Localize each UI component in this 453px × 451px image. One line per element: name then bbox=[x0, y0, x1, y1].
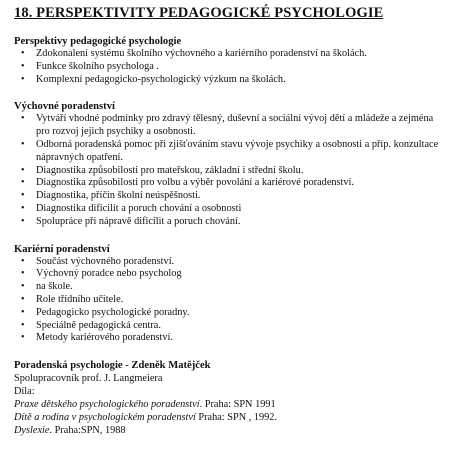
work-publisher: . Praha: SPN 1991 bbox=[199, 399, 276, 411]
list-item: • Speciálně pedagogická centra. bbox=[18, 320, 445, 333]
list-item: • Diagnostika způsobilosti pro volbu a výběr povolání a kariérové poradenství. bbox=[18, 177, 445, 190]
list-item: • Pedagogicko psychologické poradny. bbox=[18, 307, 445, 320]
section-heading: Výchovné poradenství bbox=[14, 101, 115, 113]
list-item: • Diagnostika dificilit a poruch chování a osobnosti bbox=[18, 203, 445, 216]
bullet-list bbox=[14, 48, 445, 86]
list-item: • Metody kariérového poradenství. bbox=[18, 332, 445, 345]
page-title: 18. PERSPEKTIVITY PEDAGOGICKÉ PSYCHOLOGIE bbox=[14, 5, 384, 21]
section-karierni-poradenstvi bbox=[14, 243, 445, 346]
section-heading: Perspektivy pedagogické psychologie bbox=[14, 36, 182, 47]
author-section bbox=[14, 359, 445, 437]
work-title: Dítě a rodina v psychologickém poradenství bbox=[14, 412, 196, 424]
works-label: Díla: bbox=[14, 386, 35, 398]
work-title: Praxe dětského psychologického poradenství bbox=[14, 399, 200, 411]
section-perspektivy bbox=[14, 35, 445, 86]
list-item: • Zdokonalení systému školního výchovného a kariérního poradenství na školách. bbox=[18, 48, 445, 61]
list-item: • Diagnostika způsobilosti pro mateřskou, základní i střední školu. bbox=[18, 165, 445, 178]
bullet-list bbox=[14, 256, 445, 346]
list-item: • Výchovný poradce nebo psycholog bbox=[18, 268, 445, 281]
list-item: • Role třídního učitele. bbox=[18, 294, 445, 307]
work-entry bbox=[14, 424, 445, 437]
work-entry bbox=[14, 398, 445, 411]
list-item: • Vytváří vhodné podmínky pro zdravý tělesný, duševní a sociální vývoj dětí a mládeže a zejména pro rozvoj jejich psychiky a osobnosti. bbox=[18, 113, 445, 139]
work-publisher: Praha: SPN , 1992. bbox=[195, 412, 278, 424]
list-item: • Funkce školního psychologa . bbox=[18, 61, 445, 74]
author-heading: Poradenská psychologie - Zdeněk Matějček bbox=[14, 360, 211, 372]
section-vychovne-poradenstvi bbox=[14, 100, 445, 228]
work-title: Dyslexie bbox=[14, 425, 50, 437]
list-item: • Odborná poradenská pomoc při zjišťováním stavu vývoje psychiky a osobnosti a příp. konzultace nápravných opatření. bbox=[18, 139, 445, 165]
list-item: • na škole. bbox=[18, 281, 445, 294]
list-item: • Komplexní pedagogicko-psychologický výzkum na školách. bbox=[18, 74, 445, 87]
list-item: • Spolupráce při nápravě dificilit a poruch chování. bbox=[18, 216, 445, 229]
list-item: • Součást výchovného poradenství. bbox=[18, 256, 445, 269]
section-heading: Kariérní poradenství bbox=[14, 243, 110, 255]
work-publisher: . Praha:SPN, 1988 bbox=[49, 425, 126, 437]
list-item: • Diagnostika, příčin školní neúspěšnosti. bbox=[18, 190, 445, 203]
bullet-list bbox=[14, 113, 445, 228]
work-entry bbox=[14, 411, 445, 424]
collaborator-line: Spolupracovník prof. J. Langmeiera bbox=[14, 373, 163, 385]
